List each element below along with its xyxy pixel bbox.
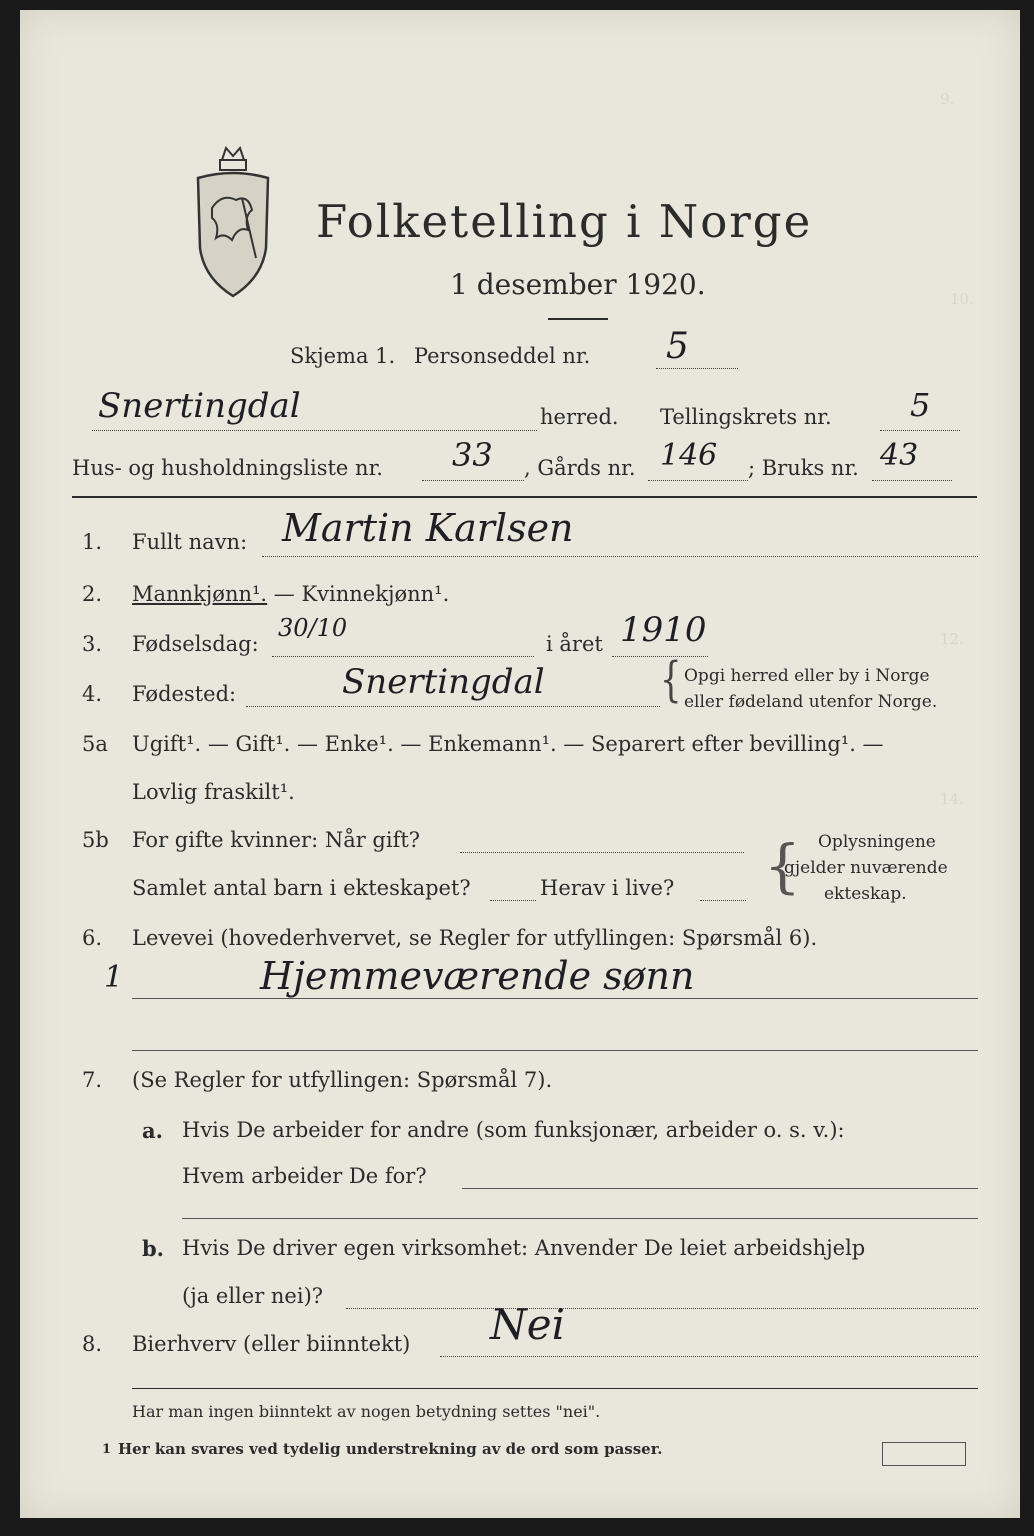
q1-label: Fullt navn: [132, 530, 248, 554]
q7a-line-2 [182, 1218, 978, 1219]
q7b-letter: b. [142, 1236, 164, 1261]
q3-number: 3. [82, 632, 103, 656]
q4-note-1: Opgi herred eller by i Norge [684, 666, 930, 686]
tellingskrets-line [880, 430, 960, 431]
q6-line-1 [132, 998, 978, 999]
herred-line [92, 430, 537, 431]
title-divider [548, 318, 608, 320]
footer-rule [132, 1388, 978, 1389]
q5a-number: 5a [82, 732, 108, 756]
q6-mark: 1 [104, 960, 124, 995]
q3-birthdate-value: 30/10 [278, 614, 348, 642]
gards-label: , Gårds nr. [524, 456, 636, 480]
personseddel-value: 5 [666, 326, 689, 367]
q7a-employer-label: Hvem arbeider De for? [182, 1164, 427, 1188]
norway-coat-of-arms-icon [192, 138, 274, 298]
q5a-options-2: Lovlig fraskilt¹. [132, 780, 295, 804]
q4-label: Fødested: [132, 682, 237, 706]
q1-name-value: Martin Karlsen [282, 506, 574, 550]
q7a-employer-line [462, 1188, 978, 1189]
tellingskrets-label: Tellingskrets nr. [660, 405, 832, 429]
q3-date-line [272, 656, 534, 657]
herred-label: herred. [540, 405, 619, 429]
q3-year-value: 1910 [620, 610, 707, 650]
q5a-options: Ugift¹. — Gift¹. — Enke¹. — Enkemann¹. — Separert efter bevilling¹. — [132, 732, 884, 756]
census-form-page: 9. 10. 12. 14. Folketelling i Norge 1 desember 1920. Skjema 1. Personseddel nr. 5 Snertingdal herred. Tellingskrets nr. 5 Hus- og husholdningsliste nr. 33 , Gårds nr. 146 ; Bruks nr. 43 1. Fullt navn: Martin Karlsen 2. Mannkjønn¹. — Kvinnekjønn¹. 3. Fødselsdag: 30/10 i året 1910 4. Fødested: Snertingdal { Opgi herred eller by i Norge eller fødeland utenfor Norge. 5a Ugift¹. — Gift¹. — Enke¹. — Enkemann¹. — Separert efter bevilling¹. — Lovlig fraskilt¹. 5b For gifte kvinner: Når gift? Samlet antal barn i ekteskapet? Herav i live? { Oplysningene gjelder nuværende ekteskap. 6. Levevei (hovederhvervet, se Regler for utfyllingen: Spørsmål 6). 1 Hjemmeværende sønn 7. (Se Regler for utfyllingen: Spørsmål 7). a. Hvis De arbeider for andre (som funksjonær, arbeider o. s. v.): Hvem arbeider De for? b. Hvis De driver egen virksomhet: Anvender De leiet arbeidshjelp (ja eller nei)? 8. Bierhverv (eller biinntekt) Nei Har man ingen biinntekt av nogen betydning settes "nei". 1 Her kan svares ved tydelig understrekning av de ord som passer. [20, 10, 1020, 1518]
gards-line [648, 480, 748, 481]
q7b-question: Hvis De driver egen virksomhet: Anvender De leiet arbeidshjelp [182, 1236, 866, 1260]
q5b-when-married-label: For gifte kvinner: Når gift? [132, 828, 421, 852]
footnote-text: Her kan svares ved tydelig understrekning av de ord som passer. [118, 1440, 663, 1458]
hus-line [422, 480, 524, 481]
q7a-question: Hvis De arbeider for andre (som funksjonær, arbeider o. s. v.): [182, 1118, 845, 1142]
q5b-children-line [490, 900, 536, 901]
header-rule [72, 496, 977, 498]
bruks-line [872, 480, 952, 481]
herred-value: Snertingdal [98, 386, 301, 426]
q8-number: 8. [82, 1332, 103, 1356]
q8-line [440, 1356, 978, 1357]
hus-label: Hus- og husholdningsliste nr. [72, 456, 383, 480]
q4-line [338, 706, 660, 707]
bruks-label: ; Bruks nr. [748, 456, 859, 480]
q6-label: Levevei (hovederhvervet, se Regler for utfyllingen: Spørsmål 6). [132, 926, 818, 950]
printer-stamp [882, 1442, 966, 1466]
q7b-line [346, 1308, 978, 1309]
q3-year-label: i året [546, 632, 603, 656]
footer-note: Har man ingen biinntekt av nogen betydning settes "nei". [132, 1402, 601, 1421]
q4-birthplace-value: Snertingdal [342, 662, 545, 702]
q7-number: 7. [82, 1068, 103, 1092]
q3-label: Fødselsdag: [132, 632, 259, 656]
form-date: 1 desember 1920. [450, 268, 706, 301]
q7b-yes-no-label: (ja eller nei)? [182, 1284, 324, 1308]
q5b-alive-line [700, 900, 746, 901]
q7-label: (Se Regler for utfyllingen: Spørsmål 7). [132, 1068, 553, 1092]
q4-lead-line [246, 706, 336, 707]
q6-number: 6. [82, 926, 103, 950]
q4-note-2: eller fødeland utenfor Norge. [684, 692, 938, 712]
q4-brace: { [660, 652, 682, 708]
q5b-when-line [460, 852, 744, 853]
q2-number: 2. [82, 582, 103, 606]
form-title: Folketelling i Norge [316, 195, 813, 248]
hus-value: 33 [452, 436, 493, 474]
personseddel-line [656, 368, 738, 369]
q8-value: Nei [490, 1300, 566, 1349]
q5b-note-3: ekteskap. [824, 884, 907, 904]
q4-number: 4. [82, 682, 103, 706]
gards-value: 146 [660, 438, 718, 473]
q2-separator: — [267, 582, 302, 606]
q1-line [262, 556, 978, 557]
q5b-brace: { [764, 832, 801, 900]
q2-male-option: Mannkjønn¹. [132, 582, 268, 606]
q1-number: 1. [82, 530, 103, 554]
q2-female-option: Kvinnekjønn¹. [301, 582, 450, 606]
q5b-children-label: Samlet antal barn i ekteskapet? [132, 876, 471, 900]
q5b-note-1: Oplysningene [818, 832, 936, 852]
bruks-value: 43 [880, 438, 919, 473]
q8-label: Bierhverv (eller biinntekt) [132, 1332, 411, 1356]
q6-line-2 [132, 1050, 978, 1051]
q5b-number: 5b [82, 828, 109, 852]
personseddel-label: Personseddel nr. [413, 344, 591, 368]
q7a-letter: a. [142, 1118, 163, 1143]
skjema-label: Skjema 1. [290, 344, 396, 368]
tellingskrets-value: 5 [910, 386, 931, 424]
q6-occupation-value: Hjemmeværende sønn [260, 954, 695, 998]
q5b-alive-label: Herav i live? [540, 876, 675, 900]
footnote-mark: 1 [102, 1442, 112, 1457]
q5b-note-2: gjelder nuværende [784, 858, 948, 878]
